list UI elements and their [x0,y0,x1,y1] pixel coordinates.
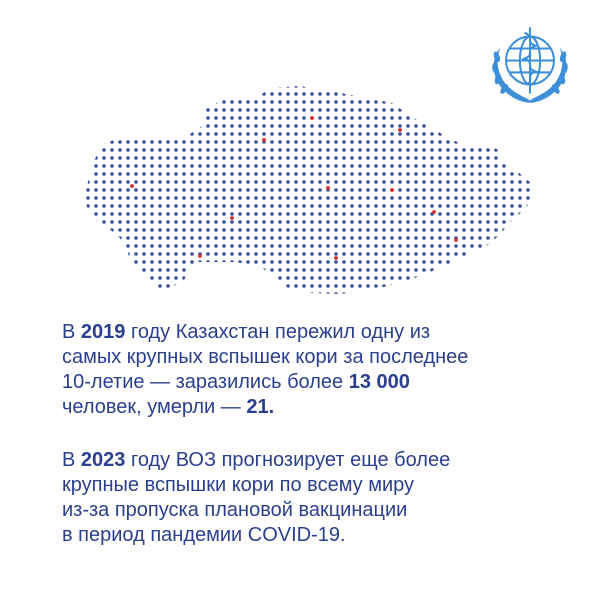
text-line [62,498,582,523]
text-segment: В [62,321,81,343]
text-line [62,448,582,473]
highlight-number: 2023 [80,449,126,471]
paragraph-2023-forecast [62,448,582,548]
text-segment: 10-летие — заразились более [62,371,349,393]
paragraph-2019-outbreak [62,320,582,420]
text-segment: самых крупных вспышек кори за последнее [62,346,469,368]
highlight-number: 21. [246,396,275,418]
text-segment: в период пандемии COVID-19. [62,524,346,546]
text-segment: крупные вспышки кори по всему миру [62,474,415,496]
highlight-number: 13 000 [348,371,410,393]
text-line [62,523,582,548]
text-segment: году ВОЗ прогнозирует еще более [125,449,451,471]
text-line [62,370,582,395]
text-line [62,320,582,345]
text-line [62,345,582,370]
text-segment: В [62,449,81,471]
text-segment: человек, умерли — [62,396,247,418]
text-line [62,473,582,498]
highlight-number: 2019 [80,321,126,343]
text-line [62,395,582,420]
text-segment: году Казахстан пережил одну из [125,321,431,343]
text-segment: из-за пропуска плановой вакцинации [62,499,408,521]
